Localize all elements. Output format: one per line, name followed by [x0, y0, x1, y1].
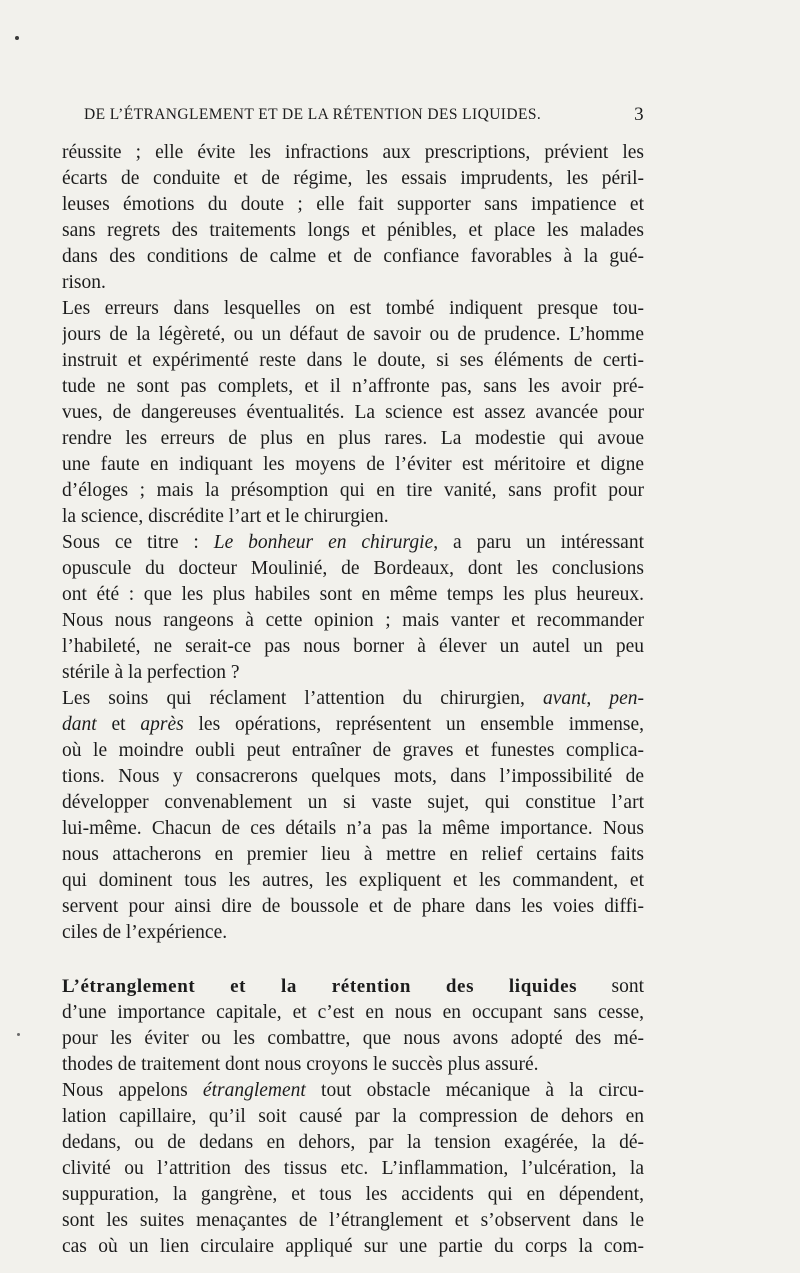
- text-line: rison.: [62, 272, 106, 293]
- text-line: servent pour ainsi dire de boussole et de phare dans les voies diffi-: [62, 896, 644, 917]
- text-line: dant et après les opérations, représentent un ensemble immense,: [62, 714, 644, 735]
- text-line: développer convenablement un si vaste sujet, qui constitue l’art: [62, 792, 644, 813]
- page-number: 3: [634, 104, 644, 125]
- text-line: thodes de traitement dont nous croyons le succès plus assuré.: [62, 1054, 539, 1075]
- bold-lead: L’étranglement et la rétention des liquides: [62, 976, 578, 997]
- ink-speck: [15, 36, 19, 40]
- text-line: cas où un lien circulaire appliqué sur une partie du corps la com-: [62, 1236, 644, 1257]
- text-line: clivité ou l’attrition des tissus etc. L’inflammation, l’ulcération, la: [62, 1158, 644, 1179]
- text-line: d’une importance capitale, et c’est en nous en occupant sans cesse,: [62, 1002, 644, 1023]
- text-line: dedans, ou de dedans en dehors, par la tension exagérée, la dé-: [62, 1132, 644, 1153]
- text-line: [62, 974, 644, 1000]
- paragraph: [62, 1078, 644, 1260]
- text-line: stérile à la perfection ?: [62, 662, 240, 683]
- text-line: sans regrets des traitements longs et pénibles, et place les malades: [62, 220, 644, 241]
- text-line: ont été : que les plus habiles sont en même temps les plus heureux.: [62, 584, 644, 605]
- paragraph: [62, 140, 644, 296]
- text-line: tude ne sont pas complets, et il n’affronte pas, sans les avoir pré-: [62, 376, 644, 397]
- text-line: d’éloges ; mais la présomption qui en tire vanité, sans profit pour: [62, 480, 644, 501]
- text-line: rendre les erreurs de plus en plus rares. La modestie qui avoue: [62, 428, 644, 449]
- text-line: jours de la légèreté, ou un défaut de savoir ou de prudence. L’homme: [62, 324, 644, 345]
- text-line: suppuration, la gangrène, et tous les accidents qui en dépendent,: [62, 1184, 644, 1205]
- section-gap: [62, 946, 644, 974]
- text-line: Sous ce titre : Le bonheur en chirurgie, a paru un intéressant: [62, 532, 644, 553]
- paragraph: [62, 296, 644, 530]
- text-line: opuscule du docteur Moulinié, de Bordeaux, dont les conclusions: [62, 558, 644, 579]
- text-line: instruit et expérimenté reste dans le doute, si ses éléments de certi-: [62, 350, 644, 371]
- paragraph: [62, 974, 644, 1078]
- paragraph: [62, 530, 644, 686]
- text-line: Les soins qui réclament l’attention du chirurgien, avant, pen-: [62, 688, 644, 709]
- text-line: leuses émotions du doute ; elle fait supporter sans impatience et: [62, 194, 644, 215]
- text-line: réussite ; elle évite les infractions aux prescriptions, prévient les: [62, 142, 644, 163]
- text-line: Les erreurs dans lesquelles on est tombé indiquent presque tou-: [62, 298, 644, 319]
- paragraph: [62, 686, 644, 946]
- text-line: Nous nous rangeons à cette opinion ; mais vanter et recommander: [62, 610, 644, 631]
- text-line: Nous appelons étranglement tout obstacle mécanique à la circu-: [62, 1080, 644, 1101]
- text-line: une faute en indiquant les moyens de l’éviter est méritoire et digne: [62, 454, 644, 475]
- text-line: la science, discrédite l’art et le chirurgien.: [62, 506, 389, 527]
- text-line: écarts de conduite et de régime, les essais imprudents, les péril-: [62, 168, 644, 189]
- text-line: pour les éviter ou les combattre, que nous avons adopté des mé-: [62, 1028, 644, 1049]
- running-head-title: DE L’ÉTRANGLEMENT ET DE LA RÉTENTION DES LIQUIDES.: [84, 106, 542, 123]
- text-run: sont: [577, 976, 644, 997]
- text-line: vues, de dangereuses éventualités. La science est assez avancée pour: [62, 402, 644, 423]
- text-line: dans des conditions de calme et de confiance favorables à la gué-: [62, 246, 644, 267]
- text-line: ciles de l’expérience.: [62, 922, 228, 943]
- text-line: sont les suites menaçantes de l’étranglement et s’observent dans le: [62, 1210, 644, 1231]
- text-line: nous attacherons en premier lieu à mettre en relief certains faits: [62, 844, 644, 865]
- ink-speck: [17, 1033, 20, 1036]
- text-line: où le moindre oubli peut entraîner de graves et funestes complica-: [62, 740, 644, 761]
- page-body: [62, 140, 644, 1260]
- text-line: tions. Nous y consacrerons quelques mots, dans l’impossibilité de: [62, 766, 644, 787]
- text-line: lui-même. Chacun de ces détails n’a pas la même importance. Nous: [62, 818, 644, 839]
- text-line: l’habileté, ne serait-ce pas nous borner à élever un autel un peu: [62, 636, 644, 657]
- text-line: qui dominent tous les autres, les expliquent et les commandent, et: [62, 870, 644, 891]
- text-line: lation capillaire, qu’il soit causé par la compression de dehors en: [62, 1106, 644, 1127]
